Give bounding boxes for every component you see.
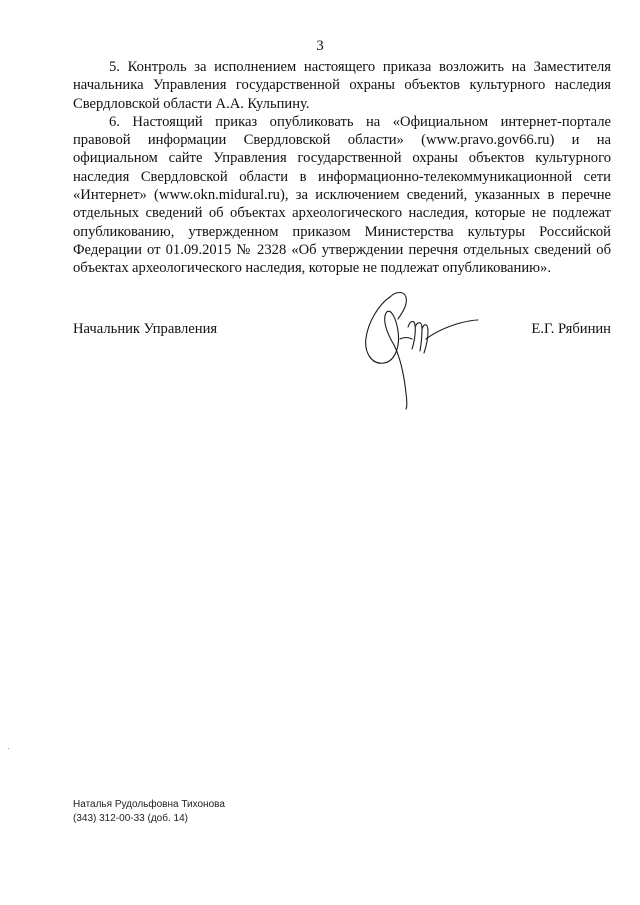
contact-name: Наталья Рудольфовна Тихонова xyxy=(73,799,225,810)
handwritten-signature xyxy=(360,283,485,413)
document-body xyxy=(73,58,611,278)
signer-position: Начальник Управления xyxy=(73,321,218,337)
paragraph-5: 5. Контроль за исполнением настоящего приказа возложить на Заместителя начальника Управления государственной охраны объектов культурного наследия Свердловской области А.А. Кульпину. xyxy=(73,59,611,112)
page-number: 3 xyxy=(316,38,324,54)
paragraph-6: 6. Настоящий приказ опубликовать на «Официальном интернет-портале правовой информации Свердловской области» (www.pravo.gov66.ru) и на официальном сайте Управления государственной охраны объектов культурного наследия Свердловской области в информационно-телекоммуникационной сети «Интернет» (www.okn.midural.ru), за исключением сведений, указанных в перечне отдельных сведений об объектах археологического наследия, которые не подлежат опубликованию, утвержденном приказом Министерства культуры Российской Федерации от 01.09.2015 № 2328 «Об утверждении перечня отдельных сведений об объектах археологического наследия, которые не подлежат опубликованию». xyxy=(73,113,611,277)
contact-phone: (343) 312-00-33 (доб. 14) xyxy=(73,812,188,824)
signer-name: Е.Г. Рябинин xyxy=(531,321,611,337)
scan-speck xyxy=(8,748,9,749)
contact-info xyxy=(73,798,225,825)
